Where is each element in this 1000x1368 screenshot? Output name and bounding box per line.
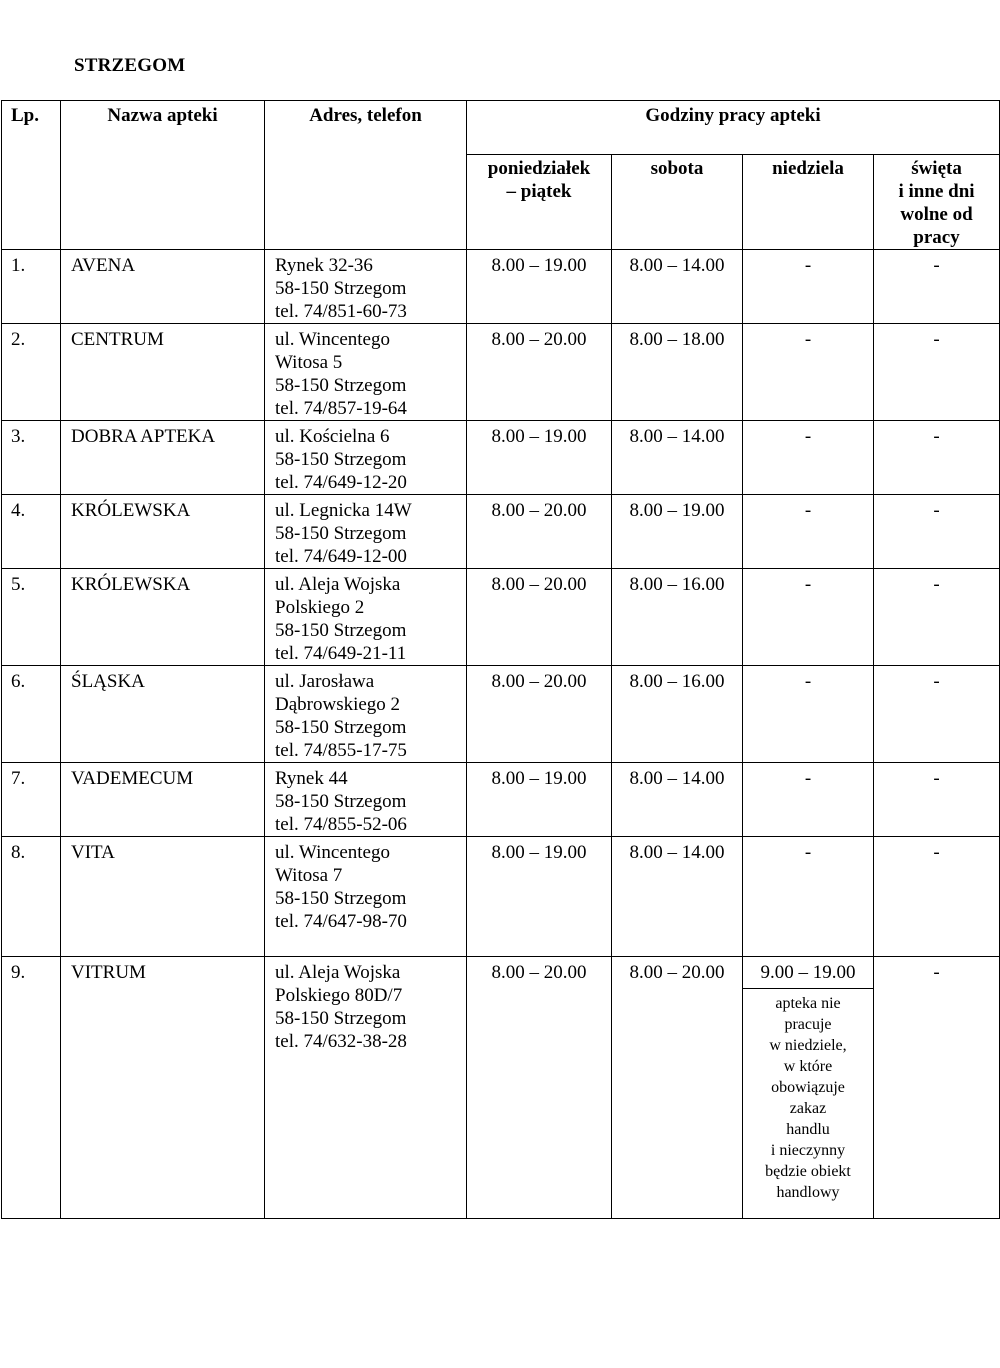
table-row <box>2 421 1000 495</box>
header-holidays-line: pracy <box>913 227 960 248</box>
page-title: STRZEGOM <box>74 55 186 76</box>
row-holiday-hours: - <box>874 421 1000 495</box>
row-address <box>265 957 467 1219</box>
address-line: tel. 74/855-52-06 <box>275 814 407 835</box>
row-name: KRÓLEWSKA <box>61 569 265 666</box>
sunday-note-line: będzie obiekt <box>765 1163 851 1180</box>
row-lp: 7. <box>2 763 61 837</box>
row-weekday-hours: 8.00 – 20.00 <box>467 495 612 569</box>
row-address <box>265 763 467 837</box>
row-weekday-hours: 8.00 – 19.00 <box>467 837 612 957</box>
address-line: ul. Kościelna 6 <box>275 426 390 447</box>
sunday-note-line: pracuje <box>784 1016 832 1033</box>
table-row <box>2 250 1000 324</box>
row-holiday-hours: - <box>874 250 1000 324</box>
row-weekday-hours: 8.00 – 20.00 <box>467 324 612 421</box>
row-saturday-hours: 8.00 – 14.00 <box>612 250 743 324</box>
header-sunday: niedziela <box>743 155 874 250</box>
row-lp: 3. <box>2 421 61 495</box>
address-line: tel. 74/647-98-70 <box>275 911 407 932</box>
row-holiday-hours: - <box>874 495 1000 569</box>
row-holiday-hours: - <box>874 763 1000 837</box>
row-holiday-hours: - <box>874 324 1000 421</box>
sunday-note-line: obowiązuje <box>771 1079 845 1096</box>
sunday-note-line: handlowy <box>776 1184 840 1201</box>
table-body <box>2 250 1000 1219</box>
row-name: ŚLĄSKA <box>61 666 265 763</box>
row-address <box>265 421 467 495</box>
row-name: AVENA <box>61 250 265 324</box>
row-sunday-hours: - <box>743 495 874 569</box>
address-line: tel. 74/857-19-64 <box>275 398 407 419</box>
address-line: tel. 74/649-12-00 <box>275 546 407 567</box>
address-line: 58-150 Strzegom <box>275 620 407 641</box>
sunday-note-line: handlu <box>786 1121 830 1138</box>
address-line: tel. 74/632-38-28 <box>275 1031 407 1052</box>
address-line: 58-150 Strzegom <box>275 523 407 544</box>
row-lp: 5. <box>2 569 61 666</box>
address-line: 58-150 Strzegom <box>275 888 407 909</box>
row-lp: 8. <box>2 837 61 957</box>
row-holiday-hours: - <box>874 837 1000 957</box>
row-sunday-hours: - <box>743 837 874 957</box>
table-row <box>2 569 1000 666</box>
address-line: tel. 74/851-60-73 <box>275 301 407 322</box>
row-sunday-hours: - <box>743 250 874 324</box>
header-holidays-line: i inne dni <box>898 181 975 202</box>
address-line: tel. 74/649-21-11 <box>275 643 407 664</box>
row-saturday-hours: 8.00 – 14.00 <box>612 837 743 957</box>
table-row <box>2 666 1000 763</box>
row-saturday-hours: 8.00 – 19.00 <box>612 495 743 569</box>
row-saturday-hours: 8.00 – 18.00 <box>612 324 743 421</box>
address-line: 58-150 Strzegom <box>275 375 407 396</box>
row-sunday-hours: - <box>743 763 874 837</box>
address-line: ul. Wincentego <box>275 842 390 863</box>
row-name: CENTRUM <box>61 324 265 421</box>
header-weekday <box>467 155 612 250</box>
address-line: ul. Aleja Wojska <box>275 962 401 983</box>
row-holiday-hours: - <box>874 666 1000 763</box>
sunday-note <box>743 989 873 1207</box>
row-saturday-hours: 8.00 – 14.00 <box>612 421 743 495</box>
row-weekday-hours: 8.00 – 20.00 <box>467 569 612 666</box>
row-name: VADEMECUM <box>61 763 265 837</box>
address-line: 58-150 Strzegom <box>275 1008 407 1029</box>
table-row <box>2 957 1000 1219</box>
sunday-note-line: zakaz <box>789 1100 827 1117</box>
row-lp: 6. <box>2 666 61 763</box>
row-address <box>265 569 467 666</box>
pharmacy-hours-table <box>1 100 1000 1219</box>
row-weekday-hours: 8.00 – 20.00 <box>467 666 612 763</box>
address-line: Polskiego 2 <box>275 597 365 618</box>
address-line: Witosa 5 <box>275 352 343 373</box>
row-saturday-hours: 8.00 – 20.00 <box>612 957 743 1219</box>
row-lp: 1. <box>2 250 61 324</box>
header-address: Adres, telefon <box>265 101 467 250</box>
address-line: 58-150 Strzegom <box>275 717 407 738</box>
row-lp: 2. <box>2 324 61 421</box>
header-holidays-line: wolne od <box>900 204 973 225</box>
table-row <box>2 837 1000 957</box>
row-sunday-hours: - <box>743 324 874 421</box>
address-line: Dąbrowskiego 2 <box>275 694 401 715</box>
table-row <box>2 324 1000 421</box>
row-sunday-hours: - <box>743 666 874 763</box>
row-sunday-hours <box>743 957 874 1219</box>
header-saturday: sobota <box>612 155 743 250</box>
address-line: Rynek 32-36 <box>275 255 373 276</box>
address-line: Polskiego 80D/7 <box>275 985 403 1006</box>
address-line: ul. Wincentego <box>275 329 390 350</box>
row-weekday-hours: 8.00 – 20.00 <box>467 957 612 1219</box>
table-row <box>2 763 1000 837</box>
table-row <box>2 495 1000 569</box>
header-holidays <box>874 155 1000 250</box>
row-name: VITA <box>61 837 265 957</box>
row-address <box>265 666 467 763</box>
row-saturday-hours: 8.00 – 14.00 <box>612 763 743 837</box>
row-saturday-hours: 8.00 – 16.00 <box>612 666 743 763</box>
row-address <box>265 495 467 569</box>
sunday-note-line: apteka nie <box>775 995 841 1012</box>
row-address <box>265 837 467 957</box>
row-holiday-hours: - <box>874 957 1000 1219</box>
header-weekday-line: poniedziałek <box>487 158 591 179</box>
row-name: KRÓLEWSKA <box>61 495 265 569</box>
row-sunday-hours: - <box>743 421 874 495</box>
row-weekday-hours: 8.00 – 19.00 <box>467 250 612 324</box>
header-lp: Lp. <box>2 101 61 250</box>
address-line: 58-150 Strzegom <box>275 449 407 470</box>
address-line: ul. Aleja Wojska <box>275 574 401 595</box>
address-line: Rynek 44 <box>275 768 348 789</box>
row-weekday-hours: 8.00 – 19.00 <box>467 763 612 837</box>
row-address <box>265 250 467 324</box>
row-holiday-hours: - <box>874 569 1000 666</box>
address-line: Witosa 7 <box>275 865 343 886</box>
sunday-hours-value: 9.00 – 19.00 <box>743 957 873 989</box>
sunday-note-line: i nieczynny <box>770 1142 846 1159</box>
row-address <box>265 324 467 421</box>
sunday-note-line: w które <box>783 1058 833 1075</box>
address-line: ul. Jarosława <box>275 671 375 692</box>
row-name: VITRUM <box>61 957 265 1219</box>
address-line: tel. 74/649-12-20 <box>275 472 407 493</box>
address-line: tel. 74/855-17-75 <box>275 740 407 761</box>
address-line: 58-150 Strzegom <box>275 278 407 299</box>
sunday-note-line: w niedziele, <box>769 1037 847 1054</box>
row-lp: 9. <box>2 957 61 1219</box>
header-name: Nazwa apteki <box>61 101 265 250</box>
address-line: ul. Legnicka 14W <box>275 500 412 521</box>
address-line: 58-150 Strzegom <box>275 791 407 812</box>
row-sunday-hours: - <box>743 569 874 666</box>
row-name: DOBRA APTEKA <box>61 421 265 495</box>
row-saturday-hours: 8.00 – 16.00 <box>612 569 743 666</box>
header-holidays-line: święta <box>911 158 962 179</box>
header-weekday-line: – piątek <box>506 181 572 202</box>
row-lp: 4. <box>2 495 61 569</box>
header-hours: Godziny pracy apteki <box>467 101 1000 155</box>
row-weekday-hours: 8.00 – 19.00 <box>467 421 612 495</box>
